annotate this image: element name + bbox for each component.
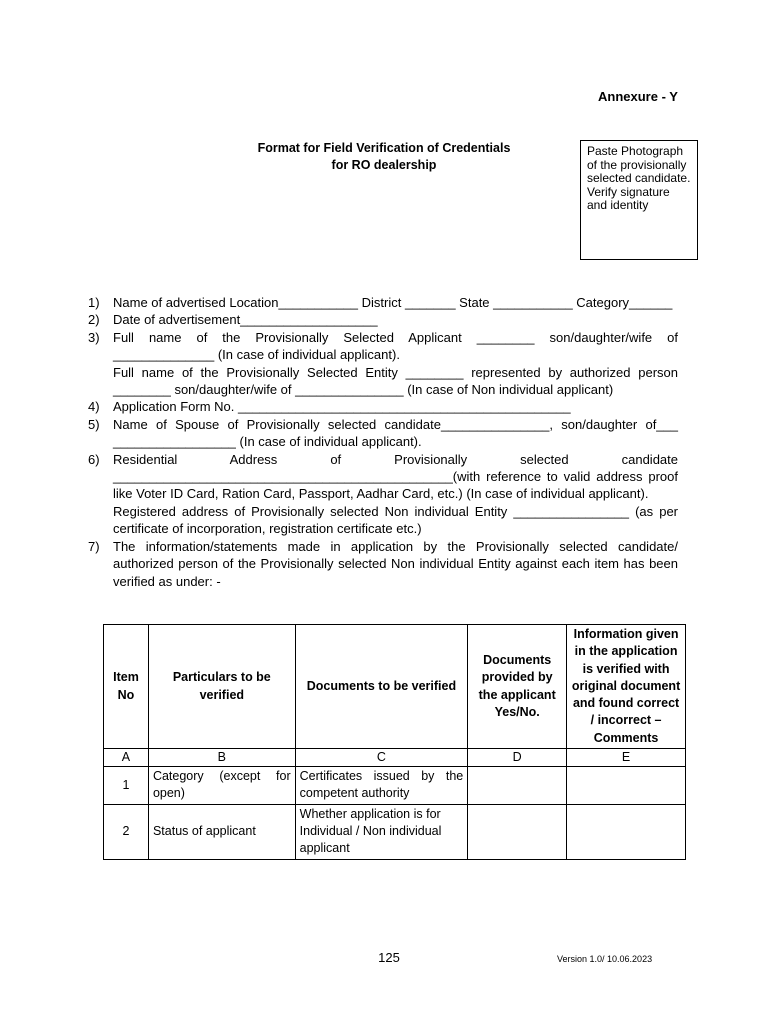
list-item bbox=[88, 398, 678, 415]
list-item bbox=[88, 538, 678, 590]
photo-box-text: Paste Photograph of the provisionally selected candidate. Verify signature and identity bbox=[587, 144, 691, 213]
page-number: 125 bbox=[378, 950, 400, 965]
list-item bbox=[88, 451, 678, 538]
item-number: 4) bbox=[88, 399, 100, 415]
list-item bbox=[88, 294, 678, 311]
title-line-1: Format for Field Verification of Credentials bbox=[257, 141, 511, 155]
cell-item-no: 2 bbox=[104, 804, 149, 859]
cell-comments[interactable] bbox=[567, 767, 686, 805]
cell-documents-provided[interactable] bbox=[468, 804, 567, 859]
column-letter: A bbox=[104, 749, 149, 767]
item-number: 6) bbox=[88, 451, 100, 467]
list-item bbox=[88, 329, 678, 399]
header-documents: Documents to be verified bbox=[295, 625, 468, 749]
column-letter: E bbox=[567, 749, 686, 767]
cell-particulars: Category (except for open) bbox=[148, 767, 295, 805]
header-item-no: Item No bbox=[104, 625, 149, 749]
item-text: Date of advertisement___________________ bbox=[113, 312, 378, 328]
item-text: Registered address of Provisionally selected Non individual Entity ________________ (as per certificate of incorporation, registration certificate etc.) bbox=[113, 503, 678, 537]
header-comments: Information given in the application is verified with original document and found correct / incorrect – Comments bbox=[567, 625, 686, 749]
cell-documents: Certificates issued by the competent authority bbox=[295, 767, 468, 805]
list-item bbox=[88, 311, 678, 328]
table-row bbox=[104, 804, 686, 859]
annexure-label: Annexure - Y bbox=[598, 89, 678, 104]
list-item bbox=[88, 416, 678, 451]
header-documents-provided: Documents provided by the applicant Yes/No. bbox=[468, 625, 567, 749]
item-number: 3) bbox=[88, 329, 100, 345]
item-text: Name of Spouse of Provisionally selected candidate_______________, son/daughter of___ _________________ (In case of individual applicant). bbox=[113, 416, 678, 450]
column-letter: C bbox=[295, 749, 468, 767]
item-number: 1) bbox=[88, 295, 100, 310]
cell-comments[interactable] bbox=[567, 804, 686, 859]
column-letter: D bbox=[468, 749, 567, 767]
item-number: 5) bbox=[88, 416, 100, 432]
item-text: Full name of the Provisionally Selected Entity ________ represented by authorized person ________ son/daughter/wife of _______________ (In case of Non individual applicant) bbox=[113, 364, 678, 398]
cell-documents: Whether application is for Individual / Non individual applicant bbox=[295, 804, 468, 859]
item-number: 7) bbox=[88, 538, 100, 554]
item-text: Full name of the Provisionally Selected Applicant ________ son/daughter/wife of ______________ (In case of individual applicant). bbox=[113, 329, 678, 363]
photo-box bbox=[580, 140, 698, 260]
cell-documents-provided[interactable] bbox=[468, 767, 567, 805]
item-text: Name of advertised Location___________ District _______ State ___________ Category______ bbox=[113, 295, 673, 310]
title-line-2: for RO dealership bbox=[331, 158, 437, 172]
header-particulars: Particulars to be verified bbox=[148, 625, 295, 749]
version-label: Version 1.0/ 10.06.2023 bbox=[557, 954, 653, 964]
verification-table bbox=[103, 624, 686, 860]
column-letter-row bbox=[104, 749, 686, 767]
document-title bbox=[200, 140, 568, 174]
cell-item-no: 1 bbox=[104, 767, 149, 805]
table-header-row bbox=[104, 625, 686, 749]
item-text: The information/statements made in application by the Provisionally selected candidate/ authorized person of the Provisionally selected Non individual Entity against each item has been verified as under: - bbox=[113, 538, 678, 589]
item-text: Application Form No. ______________________________________________ bbox=[113, 399, 571, 415]
table-row bbox=[104, 767, 686, 805]
cell-particulars: Status of applicant bbox=[148, 804, 295, 859]
item-number: 2) bbox=[88, 312, 100, 328]
item-text: Residential Address of Provisionally selected candidate _______________________________________________(with reference to valid address proof like Voter ID Card, Ration Card, Passport, Aadhar Card, etc.) (In case of individual applicant). bbox=[113, 451, 678, 502]
verification-items bbox=[88, 294, 678, 590]
column-letter: B bbox=[148, 749, 295, 767]
